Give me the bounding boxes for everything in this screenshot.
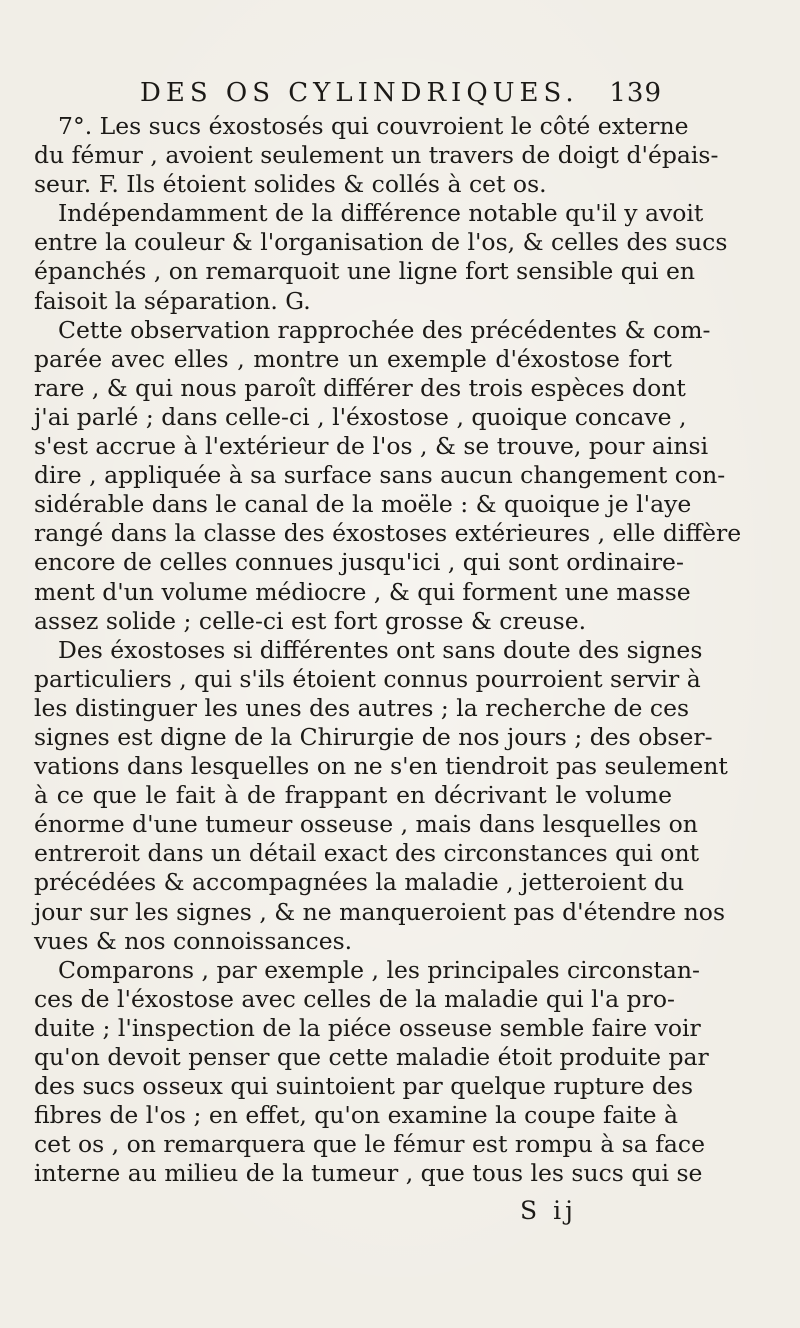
text-line: interne au milieu de la tumeur , que tous les sucs qui se [34,1159,703,1188]
text-line: qu'on devoit penser que cette maladie étoit produite par [34,1043,709,1071]
text-line: faisoit la séparation. G. [34,286,311,315]
text-line: des sucs osseux qui suintoient par quelque rupture des [34,1072,693,1101]
text-line: énorme d'une tumeur osseuse , mais dans lesquelles on [34,810,698,839]
text-line: encore de celles connues jusqu'ici , qui sont ordinaire- [34,548,684,577]
text-line: jour sur les signes , & ne manqueroient pas d'étendre nos [34,897,726,926]
signature-mark: S ij [520,1196,577,1225]
text-line: vues & nos connoissances. [34,926,353,955]
text-line: précédées & accompagnées la maladie , jetteroient du [34,868,685,897]
text-line: dire , appliquée à sa surface sans aucun changement con- [34,461,726,490]
body-text [34,112,742,1188]
text-line: particuliers , qui s'ils étoient connus pourroient servir à [34,664,701,693]
text-line: j'ai parlé ; dans celle-ci , l'éxostose , quoique concave , [34,402,687,431]
text-line: seur. F. Ils étoient solides & collés à cet os. [34,170,547,199]
text-line: 7°. Les sucs éxostosés qui couvroient le côté externe [58,112,689,140]
text-line: duite ; l'inspection de la piéce osseuse semble faire voir [34,1013,701,1042]
text-line: les distinguer les unes des autres ; la recherche de ces [34,693,690,722]
text-line: signes est digne de la Chirurgie de nos jours ; des obser- [34,722,713,751]
running-title: DES OS CYLINDRIQUES. [140,78,579,108]
text-line: rare , & qui nous paroît différer des trois espèces dont [34,373,686,402]
text-line: ces de l'éxostose avec celles de la maladie qui l'a pro- [34,984,675,1013]
text-line: sidérable dans le canal de la moële : & quoique je l'aye [34,490,692,519]
text-line: Des éxostoses si différentes ont sans doute des signes [58,635,703,664]
text-line: rangé dans la classe des éxostoses extérieures , elle diffère [34,519,742,548]
text-line: ment d'un volume médiocre , & qui forment une masse [34,577,691,606]
text-line: entreroit dans un détail exact des circonstances qui ont [34,839,700,868]
text-line: parée avec elles , montre un exemple d'éxostose fort [34,344,672,373]
text-line: s'est accrue à l'extérieur de l'os , & se trouve, pour ainsi [34,432,709,461]
text-line: du fémur , avoient seulement un travers de doigt d'épais- [34,141,719,170]
text-line: Cette observation rapprochée des précédentes & com- [58,315,711,344]
text-line: fibres de l'os ; en effet, qu'on examine la coupe faite à [34,1101,679,1130]
text-line: à ce que le fait à de frappant en décrivant le volume [34,781,672,810]
text-line: épanchés , on remarquoit une ligne fort sensible qui en [34,257,695,286]
page-number: 139 [609,78,662,108]
text-line: Comparons , par exemple , les principales circonstan- [58,955,700,984]
text-line: assez solide ; celle-ci est fort grosse & creuse. [34,606,587,635]
text-line: Indépendamment de la différence notable qu'il y avoit [58,199,704,228]
text-line: entre la couleur & l'organisation de l'os, & celles des sucs [34,228,728,257]
text-line: vations dans lesquelles on ne s'en tiendroit pas seulement [34,752,728,781]
text-line: cet os , on remarquera que le fémur est rompu à sa face [34,1130,705,1159]
